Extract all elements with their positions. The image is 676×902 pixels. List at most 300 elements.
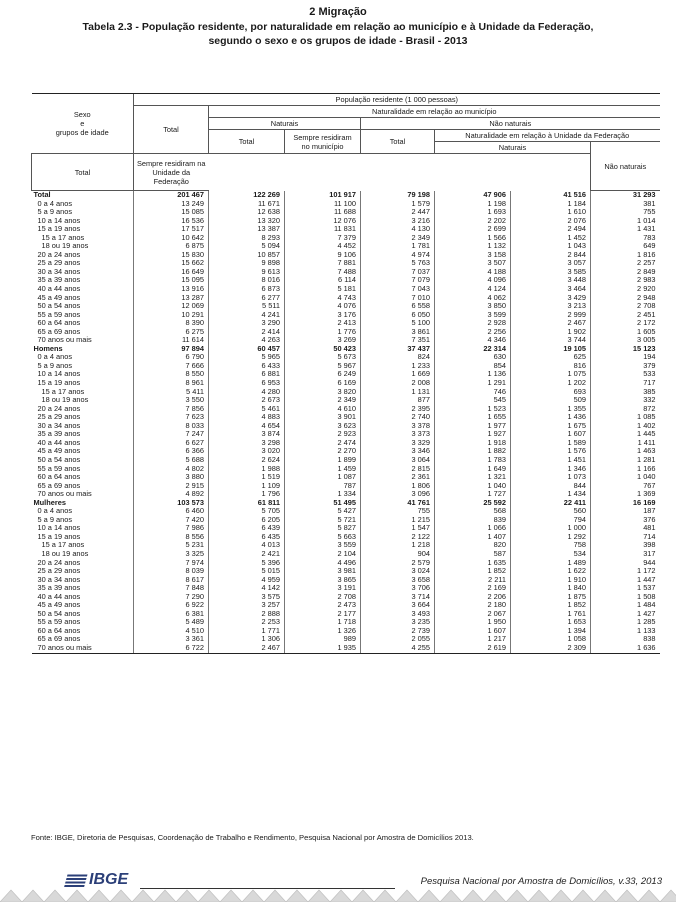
data-cell: 5 231 xyxy=(134,541,209,550)
group-total-cell: 201 467 xyxy=(134,191,209,200)
data-cell: 2 256 xyxy=(435,328,511,337)
data-cell: 839 xyxy=(435,516,511,525)
data-cell: 2 844 xyxy=(511,251,591,260)
age-group-label: 55 a 59 anos xyxy=(37,309,81,319)
data-cell: 7 848 xyxy=(134,584,209,593)
col-header-total: Total xyxy=(134,106,209,154)
data-cell: 3 213 xyxy=(511,302,591,311)
data-cell: 9 106 xyxy=(285,251,361,260)
data-cell: 4 142 xyxy=(209,584,285,593)
data-cell: 3 850 xyxy=(435,302,511,311)
data-cell: 2 421 xyxy=(209,550,285,559)
group-total-cell: 16 169 xyxy=(591,499,660,508)
age-group-label: 5 a 9 anos xyxy=(37,360,73,370)
data-cell: 4 188 xyxy=(435,268,511,277)
data-cell: 1 910 xyxy=(511,576,591,585)
age-group-label: 15 a 19 anos xyxy=(37,378,81,388)
data-cell: 3 269 xyxy=(285,336,361,345)
data-cell: 6 435 xyxy=(209,533,285,542)
data-cell: 5 721 xyxy=(285,516,361,525)
age-group-label: 30 a 34 anos xyxy=(37,420,81,430)
data-cell: 3 057 xyxy=(511,259,591,268)
age-group-label: 35 a 39 anos xyxy=(37,429,81,439)
data-cell: 4 255 xyxy=(361,644,435,653)
data-cell: 4 452 xyxy=(285,242,361,251)
data-cell: 3 329 xyxy=(361,439,435,448)
data-cell: 2 708 xyxy=(285,593,361,602)
data-cell: 7 974 xyxy=(134,559,209,568)
age-group-label: 50 a 54 anos xyxy=(37,454,81,464)
data-cell: 2 467 xyxy=(209,644,285,653)
group-total-cell: 122 269 xyxy=(209,191,285,200)
data-cell: 2 177 xyxy=(285,610,361,619)
data-cell: 2 849 xyxy=(591,268,660,277)
col-header-sexo-grupos xyxy=(32,94,134,154)
data-cell: 1 463 xyxy=(591,447,660,456)
data-cell: 4 892 xyxy=(134,490,209,499)
data-cell: 1 198 xyxy=(435,200,511,209)
data-cell: 1 043 xyxy=(511,242,591,251)
data-cell: 1 040 xyxy=(591,473,660,482)
data-cell: 15 085 xyxy=(134,208,209,217)
data-cell: 1 935 xyxy=(285,644,361,653)
data-cell: 1 781 xyxy=(361,242,435,251)
data-cell: 3 599 xyxy=(435,311,511,320)
table-row xyxy=(32,644,660,653)
data-cell: 5 763 xyxy=(361,259,435,268)
age-group-label: 18 ou 19 anos xyxy=(41,548,89,558)
data-cell: 2 309 xyxy=(511,644,591,653)
data-cell: 3 623 xyxy=(285,422,361,431)
data-cell: 5 511 xyxy=(209,302,285,311)
col-header-sempre-uf: Sempre residiram na Unidade da Federação xyxy=(134,154,209,191)
data-cell: 3 493 xyxy=(361,610,435,619)
data-cell: 6 873 xyxy=(209,285,285,294)
chapter-heading: 2 Migração xyxy=(309,6,367,18)
age-group-label: 55 a 59 anos xyxy=(37,463,81,473)
data-cell: 9 613 xyxy=(209,268,285,277)
data-cell: 545 xyxy=(435,396,511,405)
data-cell: 15 095 xyxy=(134,276,209,285)
data-cell: 398 xyxy=(591,541,660,550)
data-cell: 989 xyxy=(285,635,361,644)
age-group-label: 20 a 24 anos xyxy=(37,557,81,567)
data-cell: 3 257 xyxy=(209,601,285,610)
data-cell: 2 008 xyxy=(361,379,435,388)
data-cell: 1 427 xyxy=(591,610,660,619)
group-total-cell: 22 314 xyxy=(435,345,511,354)
data-cell: 5 688 xyxy=(134,456,209,465)
data-cell: 2 920 xyxy=(591,285,660,294)
data-cell: 630 xyxy=(435,353,511,362)
data-cell: 1 622 xyxy=(511,567,591,576)
col-header-nao-naturais-uf: Não naturais xyxy=(591,142,660,191)
age-group-label: 10 a 14 anos xyxy=(37,215,81,225)
data-cell: 2 928 xyxy=(435,319,511,328)
data-cell: 1 334 xyxy=(285,490,361,499)
data-cell: 1 132 xyxy=(435,242,511,251)
data-cell: 3 585 xyxy=(511,268,591,277)
source-note: Fonte: IBGE, Diretoria de Pesquisas, Coordenação de Trabalho e Rendimento, Pesquisa Nacional por Amostra de Domicílios 2013. xyxy=(31,833,474,842)
data-cell: 1 610 xyxy=(511,208,591,217)
data-cell: 6 953 xyxy=(209,379,285,388)
age-group-label: 35 a 39 anos xyxy=(37,583,81,593)
data-cell: 3 158 xyxy=(435,251,511,260)
data-cell: 4 654 xyxy=(209,422,285,431)
data-cell: 2 270 xyxy=(285,447,361,456)
data-cell: 13 320 xyxy=(209,217,285,226)
age-group-label: 15 a 17 anos xyxy=(41,540,85,550)
data-cell: 7 043 xyxy=(361,285,435,294)
data-cell: 1 346 xyxy=(511,465,591,474)
age-group-label: 15 a 19 anos xyxy=(37,224,81,234)
data-cell: 2 740 xyxy=(361,413,435,422)
data-cell: 560 xyxy=(511,507,591,516)
data-cell: 4 124 xyxy=(435,285,511,294)
data-cell: 1 369 xyxy=(591,490,660,499)
group-label: Total xyxy=(33,190,51,199)
group-total-cell: 22 411 xyxy=(511,499,591,508)
col-header-sempre-municipio: Sempre residiram no município xyxy=(285,130,361,154)
age-group-label: 40 a 44 anos xyxy=(37,284,81,294)
data-cell: 1 882 xyxy=(435,447,511,456)
data-cell: 1 066 xyxy=(435,524,511,533)
data-cell: 877 xyxy=(361,396,435,405)
data-cell: 4 974 xyxy=(361,251,435,260)
data-cell: 1 291 xyxy=(435,379,511,388)
data-cell: 1 852 xyxy=(435,567,511,576)
age-group-label: 65 a 69 anos xyxy=(37,326,81,336)
data-cell: 649 xyxy=(591,242,660,251)
data-cell: 4 096 xyxy=(435,276,511,285)
data-cell: 1 796 xyxy=(209,490,285,499)
data-cell: 2 888 xyxy=(209,610,285,619)
data-cell: 1 950 xyxy=(435,618,511,627)
age-group-label: 10 a 14 anos xyxy=(37,523,81,533)
data-cell: 7 666 xyxy=(134,362,209,371)
data-cell: 1 806 xyxy=(361,482,435,491)
data-cell: 5 396 xyxy=(209,559,285,568)
data-cell: 16 536 xyxy=(134,217,209,226)
data-cell: 7 247 xyxy=(134,430,209,439)
data-cell: 5 663 xyxy=(285,533,361,542)
data-cell: 12 638 xyxy=(209,208,285,217)
table-title-line-2: segundo o sexo e os grupos de idade - Brasil - 2013 xyxy=(208,35,468,47)
data-cell: 1 761 xyxy=(511,610,591,619)
data-cell: 755 xyxy=(361,507,435,516)
data-cell: 2 447 xyxy=(361,208,435,217)
data-cell: 2 474 xyxy=(285,439,361,448)
age-group-label: 15 a 17 anos xyxy=(41,386,85,396)
age-group-label: 50 a 54 anos xyxy=(37,301,81,311)
group-total-cell: 37 437 xyxy=(361,345,435,354)
data-cell: 7 856 xyxy=(134,405,209,414)
data-cell: 7 420 xyxy=(134,516,209,525)
data-cell: 1 771 xyxy=(209,627,285,636)
data-cell: 6 722 xyxy=(134,644,209,653)
data-cell: 2 257 xyxy=(591,259,660,268)
header-e: e xyxy=(80,119,85,128)
data-cell: 3 346 xyxy=(361,447,435,456)
col-header-naturalidade-municipio: Naturalidade em relação ao município xyxy=(209,106,660,118)
col-header-pop-residente: População residente (1 000 pessoas) xyxy=(134,94,660,106)
data-cell: 8 016 xyxy=(209,276,285,285)
data-cell: 13 387 xyxy=(209,225,285,234)
data-cell: 714 xyxy=(591,533,660,542)
data-cell: 2 999 xyxy=(511,311,591,320)
col-header-nao-naturais: Não naturais xyxy=(361,118,660,130)
data-cell: 2 206 xyxy=(435,593,511,602)
data-cell: 587 xyxy=(435,550,511,559)
data-cell: 2 211 xyxy=(435,576,511,585)
data-cell: 1 918 xyxy=(435,439,511,448)
age-group-label: 30 a 34 anos xyxy=(37,574,81,584)
data-cell: 904 xyxy=(361,550,435,559)
data-cell: 8 033 xyxy=(134,422,209,431)
age-group-label: 60 a 64 anos xyxy=(37,625,81,635)
data-cell: 15 830 xyxy=(134,251,209,260)
data-cell: 3 005 xyxy=(591,336,660,345)
data-cell: 1 218 xyxy=(361,541,435,550)
data-cell: 1 655 xyxy=(435,413,511,422)
data-cell: 1 394 xyxy=(511,627,591,636)
data-cell: 1 451 xyxy=(511,456,591,465)
data-cell: 8 390 xyxy=(134,319,209,328)
data-cell: 1 776 xyxy=(285,328,361,337)
data-cell: 187 xyxy=(591,507,660,516)
data-cell: 6 381 xyxy=(134,610,209,619)
data-cell: 1 436 xyxy=(511,413,591,422)
data-cell: 317 xyxy=(591,550,660,559)
data-cell: 6 169 xyxy=(285,379,361,388)
data-cell: 2 253 xyxy=(209,618,285,627)
data-cell: 4 280 xyxy=(209,388,285,397)
table-header xyxy=(32,94,660,191)
data-cell: 6 050 xyxy=(361,311,435,320)
age-group-label: 25 a 29 anos xyxy=(37,566,81,576)
data-cell: 2 172 xyxy=(591,319,660,328)
data-cell: 3 880 xyxy=(134,473,209,482)
data-cell: 2 673 xyxy=(209,396,285,405)
data-cell: 717 xyxy=(591,379,660,388)
data-cell: 1 783 xyxy=(435,456,511,465)
data-cell: 2 451 xyxy=(591,311,660,320)
data-cell: 4 130 xyxy=(361,225,435,234)
data-cell: 1 693 xyxy=(435,208,511,217)
data-cell: 194 xyxy=(591,353,660,362)
data-cell: 2 180 xyxy=(435,601,511,610)
data-cell: 7 488 xyxy=(285,268,361,277)
data-cell: 3 191 xyxy=(285,584,361,593)
data-cell: 6 439 xyxy=(209,524,285,533)
data-cell: 2 708 xyxy=(591,302,660,311)
data-cell: 3 901 xyxy=(285,413,361,422)
data-cell: 3 507 xyxy=(435,259,511,268)
data-cell: 3 874 xyxy=(209,430,285,439)
data-cell: 10 857 xyxy=(209,251,285,260)
data-cell: 1 523 xyxy=(435,405,511,414)
data-cell: 3 325 xyxy=(134,550,209,559)
group-total-cell: 41 761 xyxy=(361,499,435,508)
data-cell: 1 537 xyxy=(591,584,660,593)
data-cell: 872 xyxy=(591,405,660,414)
data-cell: 1 576 xyxy=(511,447,591,456)
data-cell: 1 040 xyxy=(435,482,511,491)
data-cell: 5 705 xyxy=(209,507,285,516)
data-cell: 1 675 xyxy=(511,422,591,431)
age-group-label: 40 a 44 anos xyxy=(37,437,81,447)
age-group-label: 25 a 29 anos xyxy=(37,412,81,422)
age-group-label: 45 a 49 anos xyxy=(37,446,81,456)
data-cell: 787 xyxy=(285,482,361,491)
group-total-cell: 15 123 xyxy=(591,345,660,354)
data-cell: 3 024 xyxy=(361,567,435,576)
data-cell: 1 434 xyxy=(511,490,591,499)
data-cell: 7 623 xyxy=(134,413,209,422)
data-cell: 6 460 xyxy=(134,507,209,516)
data-cell: 1 172 xyxy=(591,567,660,576)
data-cell: 1 136 xyxy=(435,370,511,379)
data-cell: 381 xyxy=(591,200,660,209)
col-header-naturalidade-uf: Naturalidade em relação à Unidade da Federação xyxy=(435,130,660,142)
group-total-cell: 60 457 xyxy=(209,345,285,354)
age-group-label: 65 a 69 anos xyxy=(37,634,81,644)
data-cell: 816 xyxy=(511,362,591,371)
data-cell: 2 815 xyxy=(361,465,435,474)
data-cell: 7 010 xyxy=(361,294,435,303)
data-cell: 1 977 xyxy=(435,422,511,431)
data-cell: 1 669 xyxy=(361,370,435,379)
data-cell: 2 076 xyxy=(511,217,591,226)
age-group-label: 18 ou 19 anos xyxy=(41,395,89,405)
data-cell: 1 579 xyxy=(361,200,435,209)
data-cell: 1 133 xyxy=(591,627,660,636)
data-cell: 1 605 xyxy=(591,328,660,337)
data-cell: 16 649 xyxy=(134,268,209,277)
data-cell: 6 922 xyxy=(134,601,209,610)
data-cell: 794 xyxy=(511,516,591,525)
data-cell: 5 100 xyxy=(361,319,435,328)
data-cell: 533 xyxy=(591,370,660,379)
data-cell: 509 xyxy=(511,396,591,405)
data-cell: 1 075 xyxy=(511,370,591,379)
data-cell: 1 902 xyxy=(511,328,591,337)
data-cell: 2 067 xyxy=(435,610,511,619)
data-cell: 1 202 xyxy=(511,379,591,388)
data-cell: 854 xyxy=(435,362,511,371)
data-cell: 1 484 xyxy=(591,601,660,610)
data-cell: 3 744 xyxy=(511,336,591,345)
data-cell: 6 433 xyxy=(209,362,285,371)
data-cell: 5 427 xyxy=(285,507,361,516)
data-cell: 6 366 xyxy=(134,447,209,456)
data-cell: 5 461 xyxy=(209,405,285,414)
data-cell: 17 517 xyxy=(134,225,209,234)
group-label: Homens xyxy=(33,343,63,353)
data-cell: 1 407 xyxy=(435,533,511,542)
data-cell: 3 235 xyxy=(361,618,435,627)
data-cell: 5 015 xyxy=(209,567,285,576)
age-group-label: 20 a 24 anos xyxy=(37,249,81,259)
data-cell: 1 452 xyxy=(511,234,591,243)
age-group-label: 20 a 24 anos xyxy=(37,403,81,413)
data-cell: 1 306 xyxy=(209,635,285,644)
data-cell: 13 916 xyxy=(134,285,209,294)
data-cell: 12 069 xyxy=(134,302,209,311)
data-cell: 15 662 xyxy=(134,259,209,268)
data-cell: 4 959 xyxy=(209,576,285,585)
footer-rule xyxy=(140,888,395,889)
data-cell: 755 xyxy=(591,208,660,217)
data-cell: 8 550 xyxy=(134,370,209,379)
data-cell: 2 055 xyxy=(361,635,435,644)
data-cell: 3 865 xyxy=(285,576,361,585)
data-cell: 1 547 xyxy=(361,524,435,533)
data-cell: 5 673 xyxy=(285,353,361,362)
data-cell: 1 217 xyxy=(435,635,511,644)
data-cell: 8 556 xyxy=(134,533,209,542)
data-cell: 693 xyxy=(511,388,591,397)
data-cell: 6 627 xyxy=(134,439,209,448)
age-group-label: 18 ou 19 anos xyxy=(41,241,89,251)
data-cell: 820 xyxy=(435,541,511,550)
data-cell: 6 205 xyxy=(209,516,285,525)
data-cell: 6 114 xyxy=(285,276,361,285)
group-total-cell: 47 906 xyxy=(435,191,511,200)
data-cell: 4 802 xyxy=(134,465,209,474)
col-header-naturais-total: Total xyxy=(209,130,285,154)
data-cell: 3 378 xyxy=(361,422,435,431)
data-cell: 5 489 xyxy=(134,618,209,627)
data-cell: 11 671 xyxy=(209,200,285,209)
data-cell: 5 411 xyxy=(134,388,209,397)
data-cell: 8 617 xyxy=(134,576,209,585)
age-group-label: 15 a 19 anos xyxy=(37,531,81,541)
age-group-label: 10 a 14 anos xyxy=(37,369,81,379)
data-cell: 2 414 xyxy=(209,328,285,337)
age-group-label: 0 a 4 anos xyxy=(37,198,73,208)
data-cell: 1 875 xyxy=(511,593,591,602)
data-cell: 1 073 xyxy=(511,473,591,482)
col-header-naturais: Naturais xyxy=(209,118,361,130)
data-cell: 3 361 xyxy=(134,635,209,644)
data-cell: 1 087 xyxy=(285,473,361,482)
data-cell: 1 727 xyxy=(435,490,511,499)
data-cell: 2 739 xyxy=(361,627,435,636)
data-cell: 5 094 xyxy=(209,242,285,251)
data-cell: 7 290 xyxy=(134,593,209,602)
data-cell: 6 558 xyxy=(361,302,435,311)
age-group-label: 70 anos ou mais xyxy=(32,644,134,653)
ibge-logo xyxy=(66,871,128,889)
data-cell: 1 292 xyxy=(511,533,591,542)
data-cell: 7 037 xyxy=(361,268,435,277)
data-cell: 3 658 xyxy=(361,576,435,585)
data-cell: 7 079 xyxy=(361,276,435,285)
data-cell: 481 xyxy=(591,524,660,533)
data-cell: 1 326 xyxy=(285,627,361,636)
data-cell: 3 861 xyxy=(361,328,435,337)
age-group-label: 50 a 54 anos xyxy=(37,608,81,618)
data-cell: 2 349 xyxy=(285,396,361,405)
data-cell: 6 249 xyxy=(285,370,361,379)
data-cell: 944 xyxy=(591,559,660,568)
data-cell: 3 290 xyxy=(209,319,285,328)
header-grupos: grupos de idade xyxy=(55,128,109,137)
data-cell: 1 607 xyxy=(511,430,591,439)
data-cell: 1 589 xyxy=(511,439,591,448)
data-cell: 3 298 xyxy=(209,439,285,448)
